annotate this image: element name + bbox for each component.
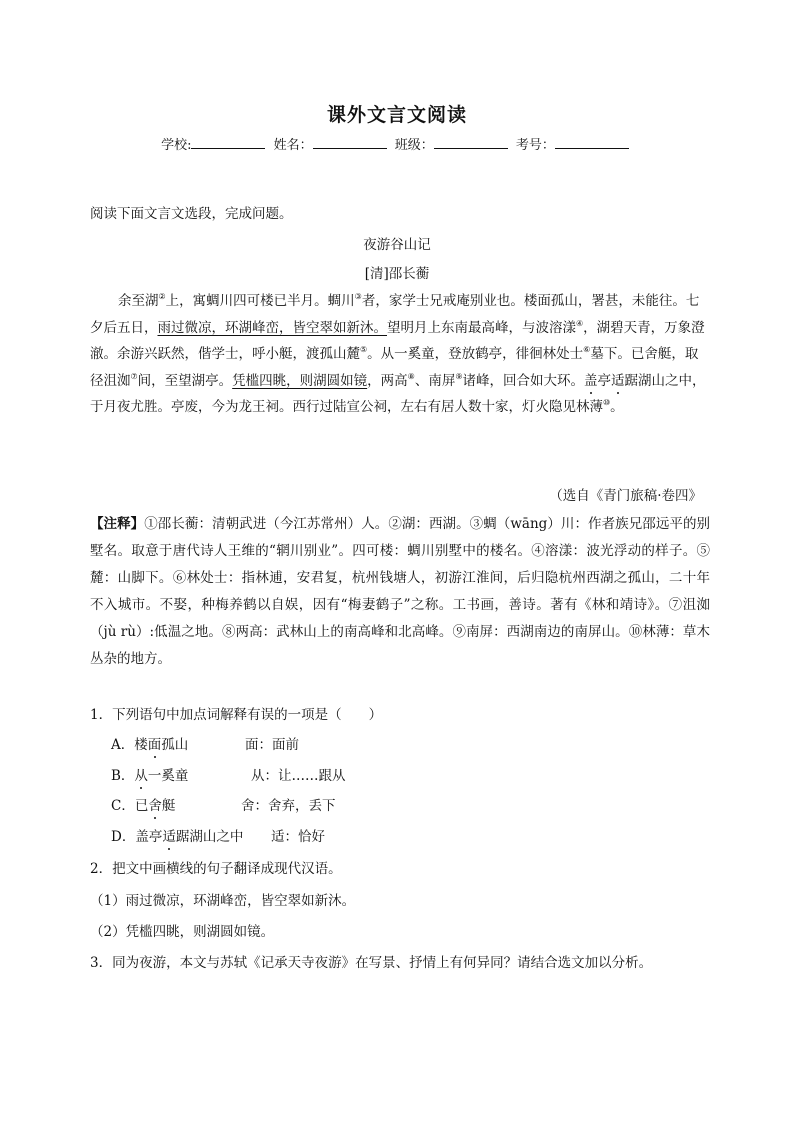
dotted-word: 盖 <box>584 372 598 389</box>
passage-text: 。从一奚童，登放鹤亭，徘徊林处士 <box>367 346 584 362</box>
option-text: B． <box>111 768 135 784</box>
option-b[interactable] <box>111 764 346 784</box>
option-gloss: 从：让……跟从 <box>251 768 346 784</box>
note-marker: ⑩ <box>603 398 611 407</box>
option-text: 艇 <box>161 798 176 814</box>
question-2-sentence-2: （2）凭槛四眺，则湖圆如镜。 <box>90 924 275 940</box>
note-marker: ② <box>158 292 166 301</box>
note-marker: ⑨ <box>455 371 463 381</box>
dotted-word: 适 <box>611 372 625 389</box>
exam-no-label: 考号： <box>515 138 555 153</box>
passage-text: 诸峰，回合如大环。 <box>462 372 585 389</box>
dotted-word: 面 <box>147 737 162 753</box>
passage-text: 间，至望湖亭。 <box>137 372 233 389</box>
student-info-line <box>0 134 794 153</box>
dotted-word: 从 <box>134 768 148 784</box>
notes-section <box>90 511 710 673</box>
question-3-stem: 3．同为夜游，本文与苏轼《记承天寺夜游》在写景、抒情上有何异同？请结合选文加以分析。 <box>90 955 653 971</box>
question-1-stem: 1．下列语句中加点词解释有误的一项是（ ） <box>90 707 383 723</box>
note-marker: ⑤ <box>360 345 368 354</box>
option-a[interactable] <box>111 733 299 753</box>
note-marker: ⑦ <box>130 371 138 381</box>
name-blank[interactable] <box>313 136 387 149</box>
class-blank[interactable] <box>434 136 508 149</box>
page-title: 课外文言文阅读 <box>326 104 467 126</box>
option-gloss: 面：面前 <box>245 737 299 753</box>
passage-text: 者，家学士兄戒庵别业也。楼面孤山，署甚，未能往。七夕后五日， <box>90 293 700 336</box>
passage-author: [清]邵长蘅 <box>364 266 430 282</box>
passage-text: 、南屏 <box>414 372 456 389</box>
option-c[interactable] <box>111 794 336 814</box>
passage-text: 望明月上东南最高峰，与波溶漾 <box>387 319 576 336</box>
passage-body <box>90 288 710 421</box>
option-text: 踞湖山之中 <box>175 829 244 845</box>
note-marker: ⑧ <box>407 371 415 381</box>
note-marker: ③ <box>354 292 362 301</box>
passage-text: 墓下。已舍艇，取径沮洳 <box>90 346 699 389</box>
note-marker: ④ <box>576 318 584 328</box>
option-gloss: 舍：舍弃，丢下 <box>241 798 336 814</box>
option-text: 孤山 <box>161 737 189 753</box>
note-marker: ⑥ <box>583 345 591 354</box>
school-blank[interactable] <box>191 136 265 149</box>
question-2-sentence-1: （1）雨过微凉，环湖峰峦，皆空翠如新沐。 <box>90 893 356 909</box>
passage-text: 上，寓蜩川四可楼已半月。蜩川 <box>165 293 355 309</box>
passage-source: （选自《青门旅稿·卷四》 <box>549 488 702 504</box>
question-2-stem: 2．把文中画横线的句子翻译成现代汉语。 <box>90 861 342 877</box>
option-text: D．盖亭 <box>111 829 163 845</box>
option-d[interactable] <box>111 825 325 845</box>
notes-text: ①邵长蘅：清朝武进（今江苏常州）人。②湖：西湖。③蜩（wāng）川：作者族兄邵远平的别墅名。取意于唐代诗人王维的“辋川别业”。四可楼：蜩川别墅中的楼名。④溶漾：波光浮动的样子。⑤麓：山脚下。⑥林处士：指林逋，安君复，杭州钱塘人，初游江淮间，后归隐杭州西湖之孤山，二十年不入城市。不娶，种梅养鹤以自娱，因有“梅妻鹤子”之称。工书画，善诗。著有《林和靖诗》。⑦沮洳（jù rù）:低温之地。⑧两高：武林山上的南高峰和北高峰。⑨南屏：西湖南边的南屏山。⑩林薄：草木丛杂的地方。 <box>90 516 710 667</box>
dotted-word: 适 <box>162 829 176 845</box>
passage-text: ，两高 <box>367 372 408 389</box>
notes-label: 【注释】 <box>90 516 145 532</box>
passage-text: ，湖碧天青，万象澄澈。余游兴跃然，偕学士，呼小艇，渡孤山麓 <box>90 319 705 362</box>
intro-instruction: 阅读下面文言文选段，完成问题。 <box>90 206 293 222</box>
passage-text: 踞湖山之中，于月夜尤胜。亭废，今为龙王祠。西行过陆宣公祠，左右有居人数十家，灯火隐见林薄 <box>90 372 706 415</box>
underlined-sentence-1: 雨过微凉，环湖峰峦，皆空翠如新沐。 <box>157 319 387 336</box>
passage-text: 亭 <box>597 372 612 389</box>
option-text: A．楼 <box>111 737 148 753</box>
underlined-sentence-2: 凭槛四眺，则湖圆如镜 <box>232 372 368 389</box>
option-text: C．已 <box>111 798 149 814</box>
exam-no-blank[interactable] <box>555 136 629 149</box>
passage-text: 。 <box>610 399 624 415</box>
class-label: 班级： <box>394 138 434 153</box>
dotted-word: 舍 <box>148 798 162 814</box>
option-text: 一奚童 <box>147 768 189 784</box>
passage-text: 余至湖 <box>118 293 159 309</box>
passage-title: 夜游谷山记 <box>363 237 431 253</box>
school-label: 学校: <box>161 138 192 153</box>
name-label: 姓名： <box>273 138 313 153</box>
option-gloss: 适：恰好 <box>271 829 325 845</box>
